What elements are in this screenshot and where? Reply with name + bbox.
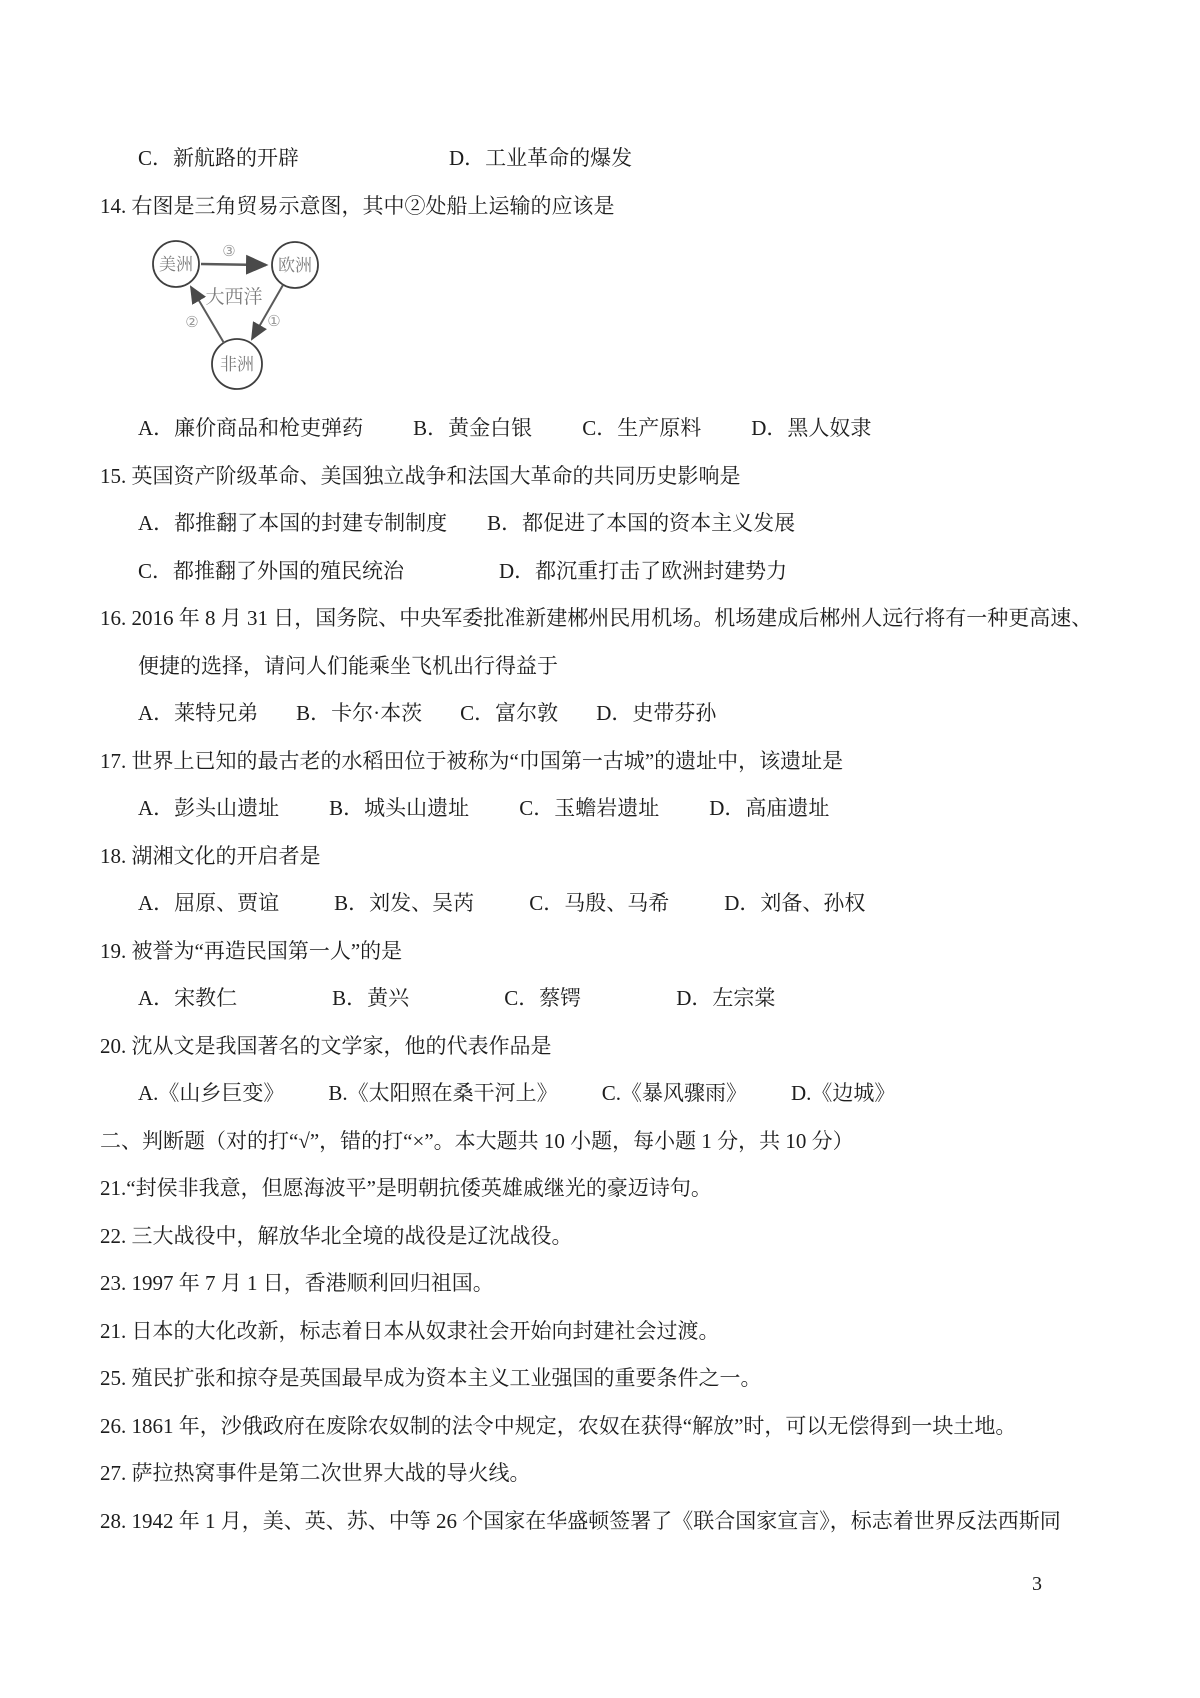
atlantic-ocean-label: 大西洋 [205,287,263,308]
exam-content [100,135,1110,1545]
q15-options-ab-row [100,500,1110,548]
q20-option-b: B.《太阳照在桑干河上》 [328,1081,558,1105]
judgment-item-24: 21. 日本的大化改新，标志着日本从奴隶社会开始向封建社会过渡。 [100,1318,720,1343]
page-number: 3 [1032,1573,1042,1595]
q20-options-row [100,1070,1110,1118]
q19-option-b: B．黄兴 [332,986,410,1010]
q18-stem: 18. 湖湘文化的开启者是 [100,843,321,868]
q14-option-a: A．廉价商品和枪吏弹药 [138,416,364,440]
q17-option-b: B．城头山遗址 [329,796,470,820]
triangle-trade-diagram [100,235,1110,405]
q16-stem-line2: 便捷的选择，请问人们能乘坐飞机出行得益于 [138,653,558,678]
q15-options-cd-row [100,548,1110,596]
judgment-item-27: 27. 萨拉热窝事件是第二次世界大战的导火线。 [100,1461,531,1485]
q16-option-b: B．卡尔·本茨 [296,701,423,725]
q19-option-d: D．左宗棠 [676,986,776,1010]
q14-stem: 14. 右图是三角贸易示意图，其中②处船上运输的应该是 [100,193,615,218]
america-label: 美洲 [159,255,193,274]
judgment-item-21: 21.“封侯非我意，但愿海波平”是明朝抗倭英雄戚继光的豪迈诗句。 [100,1176,712,1200]
q18-option-b: B．刘发、吴芮 [334,891,475,915]
q20-option-d: D.《边城》 [790,1081,896,1105]
q16-stem-line1: 16. 2016 年 8 月 31 日，国务院、中央军委批准新建郴州民用机场。机场建成后郴州人远行将有一种更高速、 [100,606,1093,630]
q14-option-d: D．黑人奴隶 [751,416,872,440]
q15-option-b: B．都促进了本国的资本主义发展 [487,511,796,535]
route-1-label: ① [267,314,281,330]
route-3-label: ③ [222,244,236,260]
q18-option-d: D．刘备、孙权 [724,891,866,915]
route-2-label: ② [185,315,199,331]
q20-option-c: C.《暴风骤雨》 [601,1081,747,1105]
triangle-trade-svg [145,235,345,395]
q14-option-b: B．黄金白银 [413,416,533,440]
judgment-section-header: 二、判断题（对的打“√”，错的打“×”。本大题共 10 小题，每小题 1 分，共 10 分） [100,1128,854,1153]
q13-option-d: D．工业革命的爆发 [449,146,633,170]
q18-option-a: A．屈原、贾谊 [138,891,280,915]
judgment-item-25: 25. 殖民扩张和掠夺是英国最早成为资本主义工业强国的重要条件之一。 [100,1366,762,1390]
q17-option-c: C．玉蟾岩遗址 [519,796,660,820]
q20-stem: 20. 沈从文是我国著名的文学家，他的代表作品是 [100,1033,552,1058]
q20-option-a: A.《山乡巨变》 [138,1081,285,1105]
q19-option-a: A．宋教仁 [138,986,238,1010]
q15-option-a: A．都推翻了本国的封建专制制度 [138,511,448,535]
q16-option-c: C．富尔敦 [460,701,559,725]
arrow-3-america-to-europe [201,264,266,265]
q19-options-row [100,975,1110,1023]
judgment-item-23: 23. 1997 年 7 月 1 日，香港顺利回归祖国。 [100,1271,494,1295]
q15-option-c: C．都推翻了外国的殖民统治 [138,558,405,583]
q14-options-row [100,405,1110,453]
judgment-item-28: 28. 1942 年 1 月，美、英、苏、中等 26 个国家在华盛顿签署了《联合国家宣言》，标志着世界反法西斯同 [100,1508,1061,1533]
q18-option-c: C．马殷、马希 [529,891,670,915]
q17-option-d: D．高庙遗址 [709,796,830,820]
africa-label: 非洲 [220,355,254,374]
q17-option-a: A．彭头山遗址 [138,796,280,820]
q13-option-c: C．新航路的开辟 [138,146,300,170]
q17-stem: 17. 世界上已知的最古老的水稻田位于被称为“巾国第一古城”的遗址中，该遗址是 [100,748,844,773]
q16-option-d: D．史带芬孙 [596,701,717,725]
q17-options-row [100,785,1110,833]
q15-stem: 15. 英国资产阶级革命、美国独立战争和法国大革命的共同历史影响是 [100,463,741,488]
q13-options-row [100,135,1110,183]
q14-option-c: C．生产原料 [582,416,702,440]
q19-option-c: C．蔡锷 [504,986,582,1010]
q16-options-row [100,690,1110,738]
q19-stem: 19. 被誉为“再造民国第一人”的是 [100,938,403,963]
q18-options-row [100,880,1110,928]
q15-option-d: D．都沉重打击了欧洲封建势力 [499,558,788,583]
q16-option-a: A．莱特兄弟 [138,701,259,725]
judgment-item-26: 26. 1861 年，沙俄政府在废除农奴制的法令中规定，农奴在获得“解放”时，可以无偿得到一块土地。 [100,1413,1017,1438]
europe-label: 欧洲 [278,256,312,275]
judgment-item-22: 22. 三大战役中，解放华北全境的战役是辽沈战役。 [100,1223,573,1248]
